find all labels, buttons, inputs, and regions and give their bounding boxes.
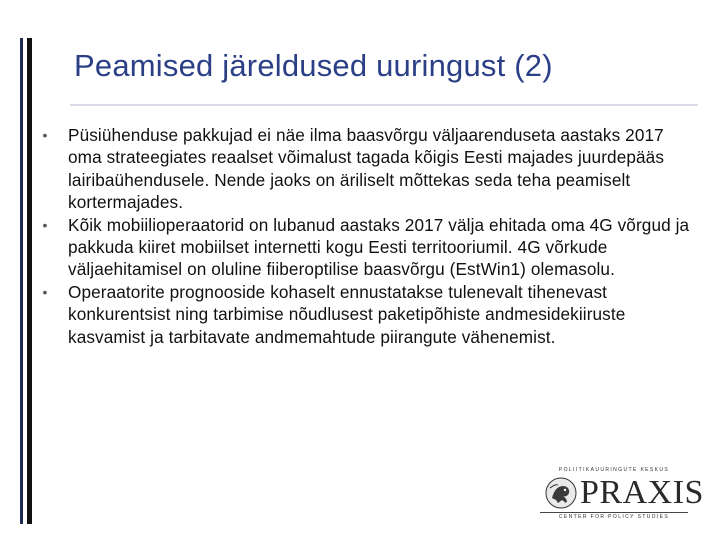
bullet-list [30, 124, 690, 348]
praxis-lion-emblem-icon [544, 476, 578, 510]
bullet-marker: • [42, 127, 48, 143]
logo-bottom-text: CENTER FOR POLICY STUDIES [558, 514, 670, 520]
bullet-text: Operaatorite prognooside kohaselt ennustatakse tulenevalt tihenevast konkurentsist ning tarbimise nõudlusest paketipõhiste andmesidekiiruste kasvamist ja tarbitavate andmemahtude piirangute vähenemist. [68, 281, 626, 347]
bullet-marker: • [42, 283, 48, 300]
left-accent-bar-thin [20, 38, 23, 524]
bullet-item [30, 281, 690, 348]
title-divider [70, 104, 698, 106]
slide-title: Peamised järeldused uuringust (2) [74, 48, 553, 83]
bullet-marker: • [42, 216, 48, 233]
bullet-text: Püsiühenduse pakkujad ei näe ilma baasvõrgu väljaarenduseta aastaks 2017 oma strateegiates reaalset võimalust tagada kõigis Eesti majades juurdepääs lairibaühendusele. Nende jaoks on äriliselt mõttekas seda teha peamiselt kortermajades. [68, 125, 665, 213]
praxis-logo [540, 466, 704, 522]
logo-wordmark: PRAXIS [580, 474, 704, 511]
bullet-item [30, 214, 690, 281]
logo-top-text: POLIITIKAUURINGUTE KESKUS [558, 467, 670, 473]
bullet-item [30, 124, 690, 214]
bullet-text: Kõik mobiilioperaatorid on lubanud aastaks 2017 välja ehitada oma 4G võrgud ja pakkuda kiiret mobiilset internetti kogu Eesti territooriumil. 4G võrkude väljaehitamisel on oluline fiiberoptilise baasvõrgu (EstWin1) olemasolu. [68, 214, 690, 280]
